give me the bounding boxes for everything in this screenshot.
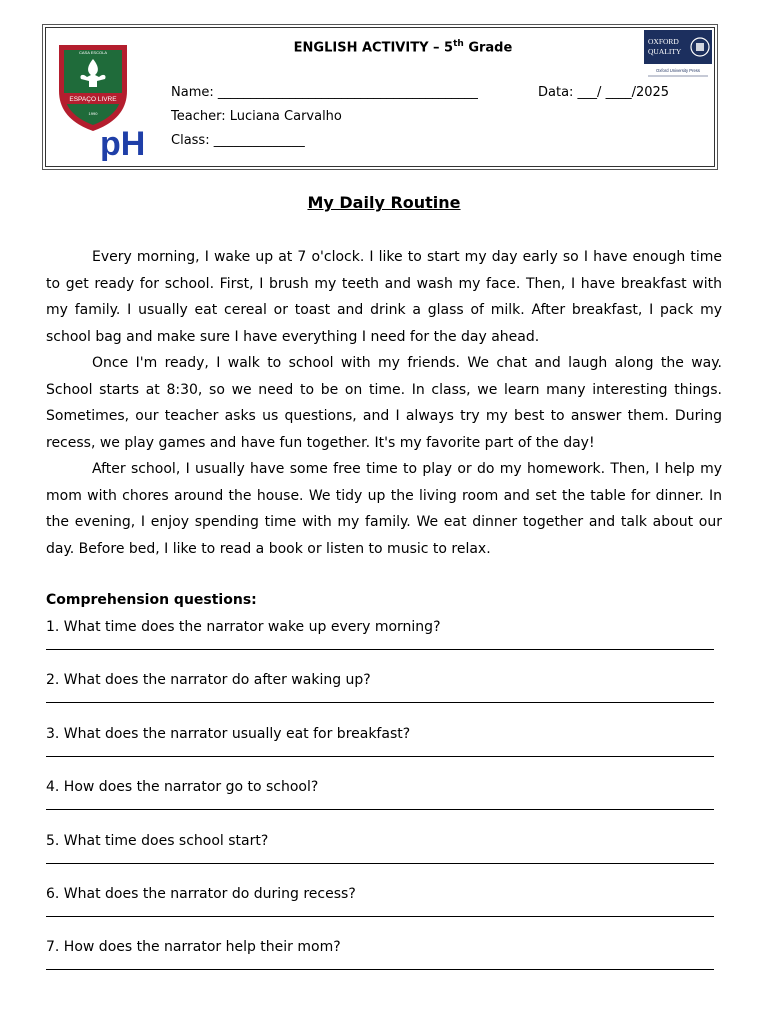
answer-line[interactable] <box>46 756 714 757</box>
question-item <box>46 830 726 883</box>
answer-line[interactable] <box>46 916 714 917</box>
ph-logo-text: pH <box>100 125 146 161</box>
answer-line[interactable] <box>46 702 714 703</box>
answer-line[interactable] <box>46 863 714 864</box>
paragraph-3: After school, I usually have some free time to play or do my homework. Then, I help my mom with chores around the house. We tidy up the living room and set the table for dinner. In the evening, I enjoy spending time with my family. We eat dinner together and talk about our day. Before bed, I like to read a book or listen to music to relax. <box>46 461 722 557</box>
question-text: 5. What time does school start? <box>46 832 269 849</box>
question-item <box>46 723 726 776</box>
ph-logo <box>100 125 160 161</box>
question-item <box>46 776 726 829</box>
school-logo-year: 1990 <box>88 111 98 116</box>
school-logo-top: CASA ESCOLA <box>78 50 108 55</box>
answer-line[interactable] <box>46 649 714 650</box>
answer-line[interactable] <box>46 809 714 810</box>
date-field: Data: ___/ ____/2025 <box>538 85 670 100</box>
question-text: 1. What time does the narrator wake up every morning? <box>46 619 441 635</box>
paragraph-2: Once I'm ready, I walk to school with my friends. We chat and laugh along the way. School starts at 8:30, so we need to be on time. In class, we learn many interesting things. Sometimes, our teacher asks us questions, and I always try my best to answer them. During recess, we play games and have fun together. It's my favorite part of the day! <box>46 355 722 451</box>
paragraph-1: Every morning, I wake up at 7 o'clock. I like to start my day early so I have enough time to get ready for school. First, I brush my teeth and wash my face. Then, I have breakfast with my family. I usually eat cereal or toast and drink a glass of milk. After breakfast, I pack my school bag and make sure I have everything I need for the day ahead. <box>46 249 722 345</box>
school-logo-name: ESPAÇO LIVRE <box>69 96 117 103</box>
comprehension-questions <box>46 589 726 990</box>
question-text: 3. What does the narrator usually eat for breakfast? <box>46 725 411 742</box>
question-text: 7. How does the narrator help their mom? <box>46 939 341 956</box>
oxford-logo-sub: Oxford University Press <box>656 68 700 73</box>
header-box <box>42 24 718 170</box>
oxford-logo-line1: OXFORD <box>648 37 679 46</box>
question-text: 4. How does the narrator go to school? <box>46 779 319 796</box>
name-field: Name: ________________________________________ <box>171 85 478 100</box>
oxford-logo-line2: QUALITY <box>648 47 682 56</box>
questions-heading: Comprehension questions: <box>46 592 257 608</box>
class-field: Class: ______________ <box>171 133 305 148</box>
teacher-field: Teacher: Luciana Carvalho <box>171 109 342 124</box>
document-title: My Daily Routine <box>307 193 461 212</box>
question-item <box>46 616 726 669</box>
reading-passage <box>46 244 722 562</box>
question-item <box>46 883 726 936</box>
oxford-quality-logo <box>644 30 712 80</box>
question-item <box>46 669 726 722</box>
question-item <box>46 936 726 989</box>
question-text: 6. What does the narrator do during recess? <box>46 885 356 902</box>
school-shield-logo <box>53 41 133 133</box>
question-text: 2. What does the narrator do after waking up? <box>46 672 371 689</box>
answer-line[interactable] <box>46 969 714 970</box>
activity-title: ENGLISH ACTIVITY – 5th Grade <box>293 39 513 56</box>
